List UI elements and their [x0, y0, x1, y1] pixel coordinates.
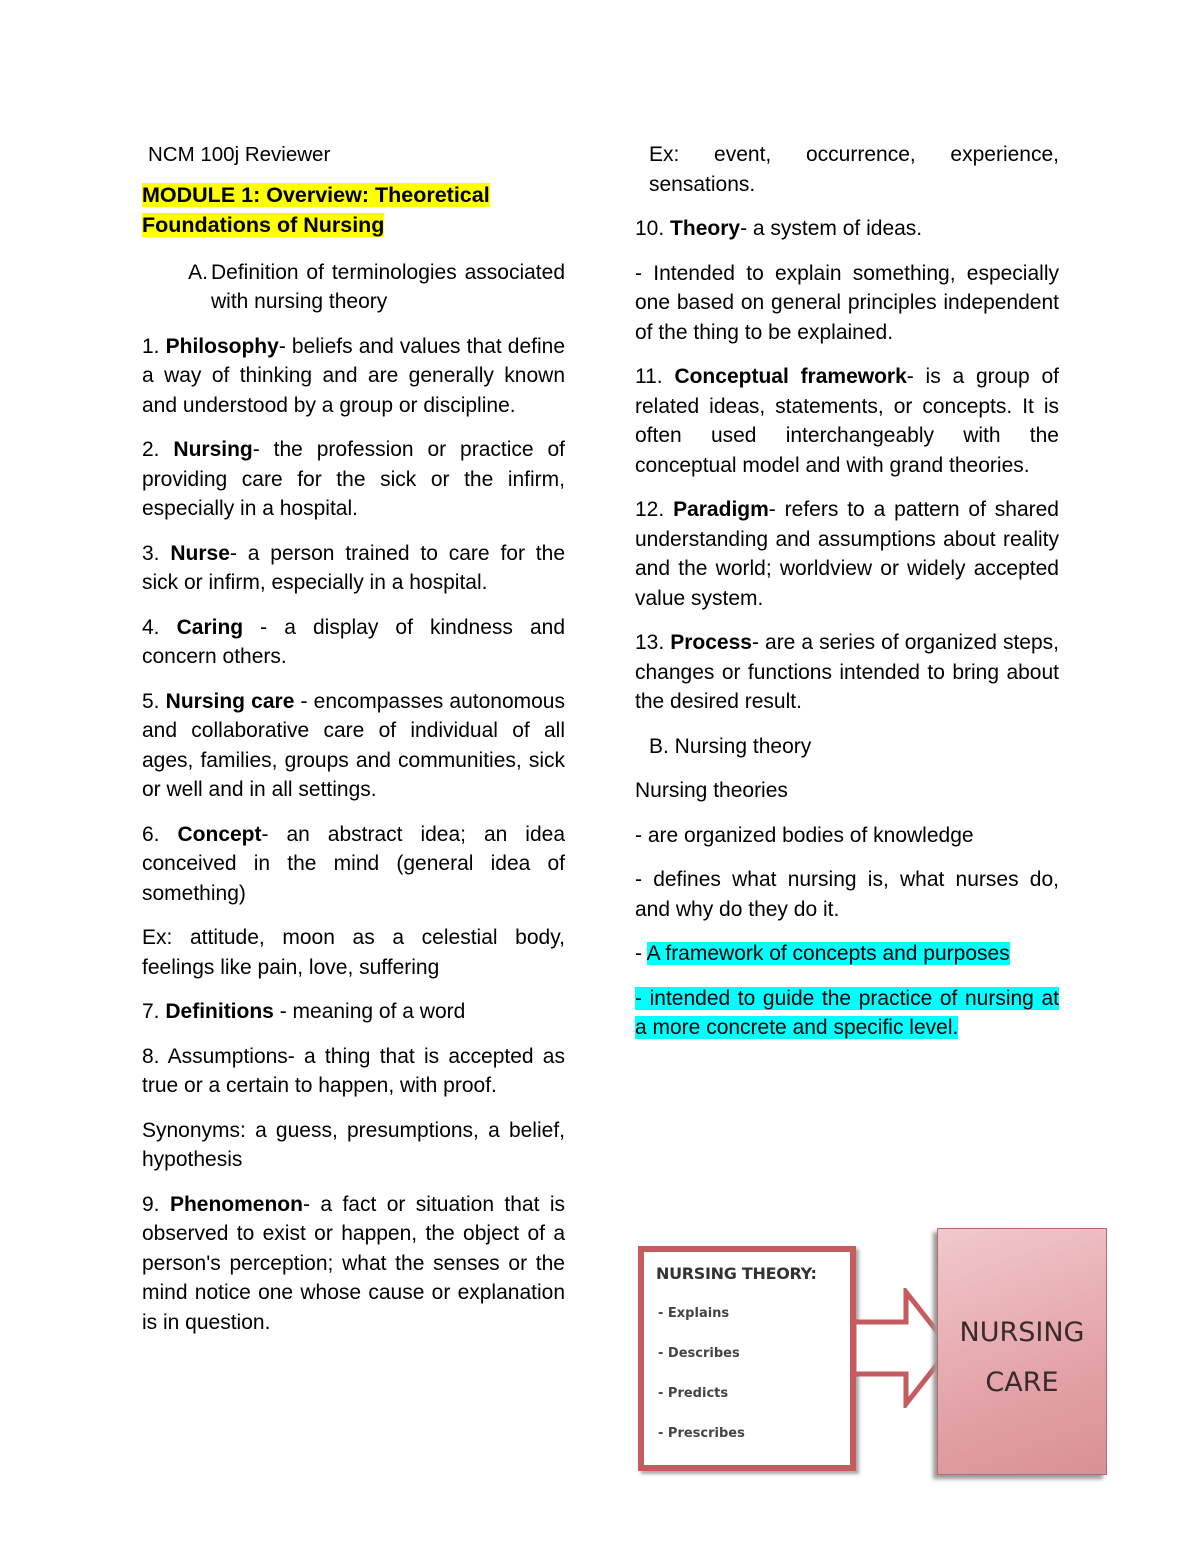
nursing-theory-box: [638, 1246, 856, 1471]
nursing-care-line2: CARE: [985, 1367, 1059, 1398]
term-process: 13. Process- are a series of organized steps, changes or functions intended to bring about the desired result.: [635, 631, 1059, 713]
term-philosophy: 1. Philosophy- beliefs and values that define a way of thinking and are generally known and understood by a group or discipline.: [142, 334, 565, 417]
document-header: NCM 100j Reviewer: [148, 143, 331, 166]
nt-highlight-2-text: - intended to guide the practice of nursing at a more concrete and specific level.: [635, 986, 1059, 1039]
concept-example: Ex: attitude, moon as a celestial body, feelings like pain, love, suffering: [142, 926, 565, 979]
term-paradigm: 12. Paradigm- refers to a pattern of shared understanding and assumptions about reality and the world; worldview or widely accepted value system.: [635, 498, 1059, 610]
module-title-highlight: MODULE 1: Overview: Theoretical Foundations of Nursing: [142, 182, 490, 237]
theory-subpoint: - Intended to explain something, especially one based on general principles independent of the thing to be explained.: [635, 261, 1059, 344]
nursing-care-line1: NURSING: [959, 1317, 1085, 1348]
term-assumptions: 8. Assumptions- a thing that is accepted as true or a certain to happen, with proof.: [142, 1044, 565, 1097]
nursing-theory-title: NURSING THEORY:: [656, 1264, 817, 1283]
phenomenon-example: Ex: event, occurrence, experience, sensations.: [649, 143, 1059, 196]
left-column: [142, 140, 565, 1352]
nt-point-2: - defines what nursing is, what nurses do, and why do they do it.: [635, 868, 1059, 921]
term-concept: 6. Concept- an abstract idea; an idea conceived in the mind (general idea of something): [142, 822, 565, 905]
term-nurse: 3. Nurse- a person trained to care for the sick or infirm, especially in a hospital.: [142, 541, 566, 594]
nursing-care-box: [937, 1228, 1107, 1475]
nt-point-1: - are organized bodies of knowledge: [635, 823, 974, 847]
term-phenomenon: 9. Phenomenon- a fact or situation that is observed to exist or happen, the object of a person's perception; what the senses or the mind notice one whose cause or explanation is in question.: [142, 1192, 566, 1334]
nt-highlight-2: [635, 984, 1059, 1043]
section-a-text: Definition of terminologies associated with nursing theory: [211, 260, 565, 313]
term-conceptual-framework: 11. Conceptual framework- is a group of related ideas, statements, or concepts. It is often used interchangeably with the conceptual model and with grand theories.: [635, 365, 1059, 477]
section-a-label: A.: [188, 260, 208, 284]
section-b: B. Nursing theory: [649, 734, 812, 758]
term-nursing-care: 5. Nursing care - encompasses autonomous and collaborative care of individual of all ages, families, groups and communities, sick or well and in all settings.: [142, 689, 565, 801]
term-definitions: 7. Definitions - meaning of a word: [142, 1000, 466, 1023]
term-caring: 4. Caring - a display of kindness and concern others.: [142, 615, 565, 668]
term-theory: 10. Theory- a system of ideas.: [635, 217, 923, 240]
section-a: [142, 258, 565, 317]
nursing-theory-diagram: [636, 1228, 1108, 1478]
item-explains: - Explains: [658, 1306, 730, 1321]
assumptions-synonyms: Synonyms: a guess, presumptions, a belief, hypothesis: [142, 1118, 565, 1171]
term-nursing: 2. Nursing- the profession or practice of providing care for the sick or the infirm, especially in a hospital.: [142, 438, 565, 520]
module-title: [142, 180, 565, 240]
item-describes: - Describes: [658, 1346, 740, 1361]
nt-highlight-1-text: A framework of concepts and purposes: [646, 942, 1010, 965]
right-column: [635, 140, 1059, 1058]
nt-highlight-1: - A framework of concepts and purposes: [635, 942, 1010, 965]
item-prescribes: - Prescribes: [658, 1426, 745, 1441]
nursing-theories-heading: Nursing theories: [635, 779, 788, 802]
item-predicts: - Predicts: [658, 1386, 729, 1401]
